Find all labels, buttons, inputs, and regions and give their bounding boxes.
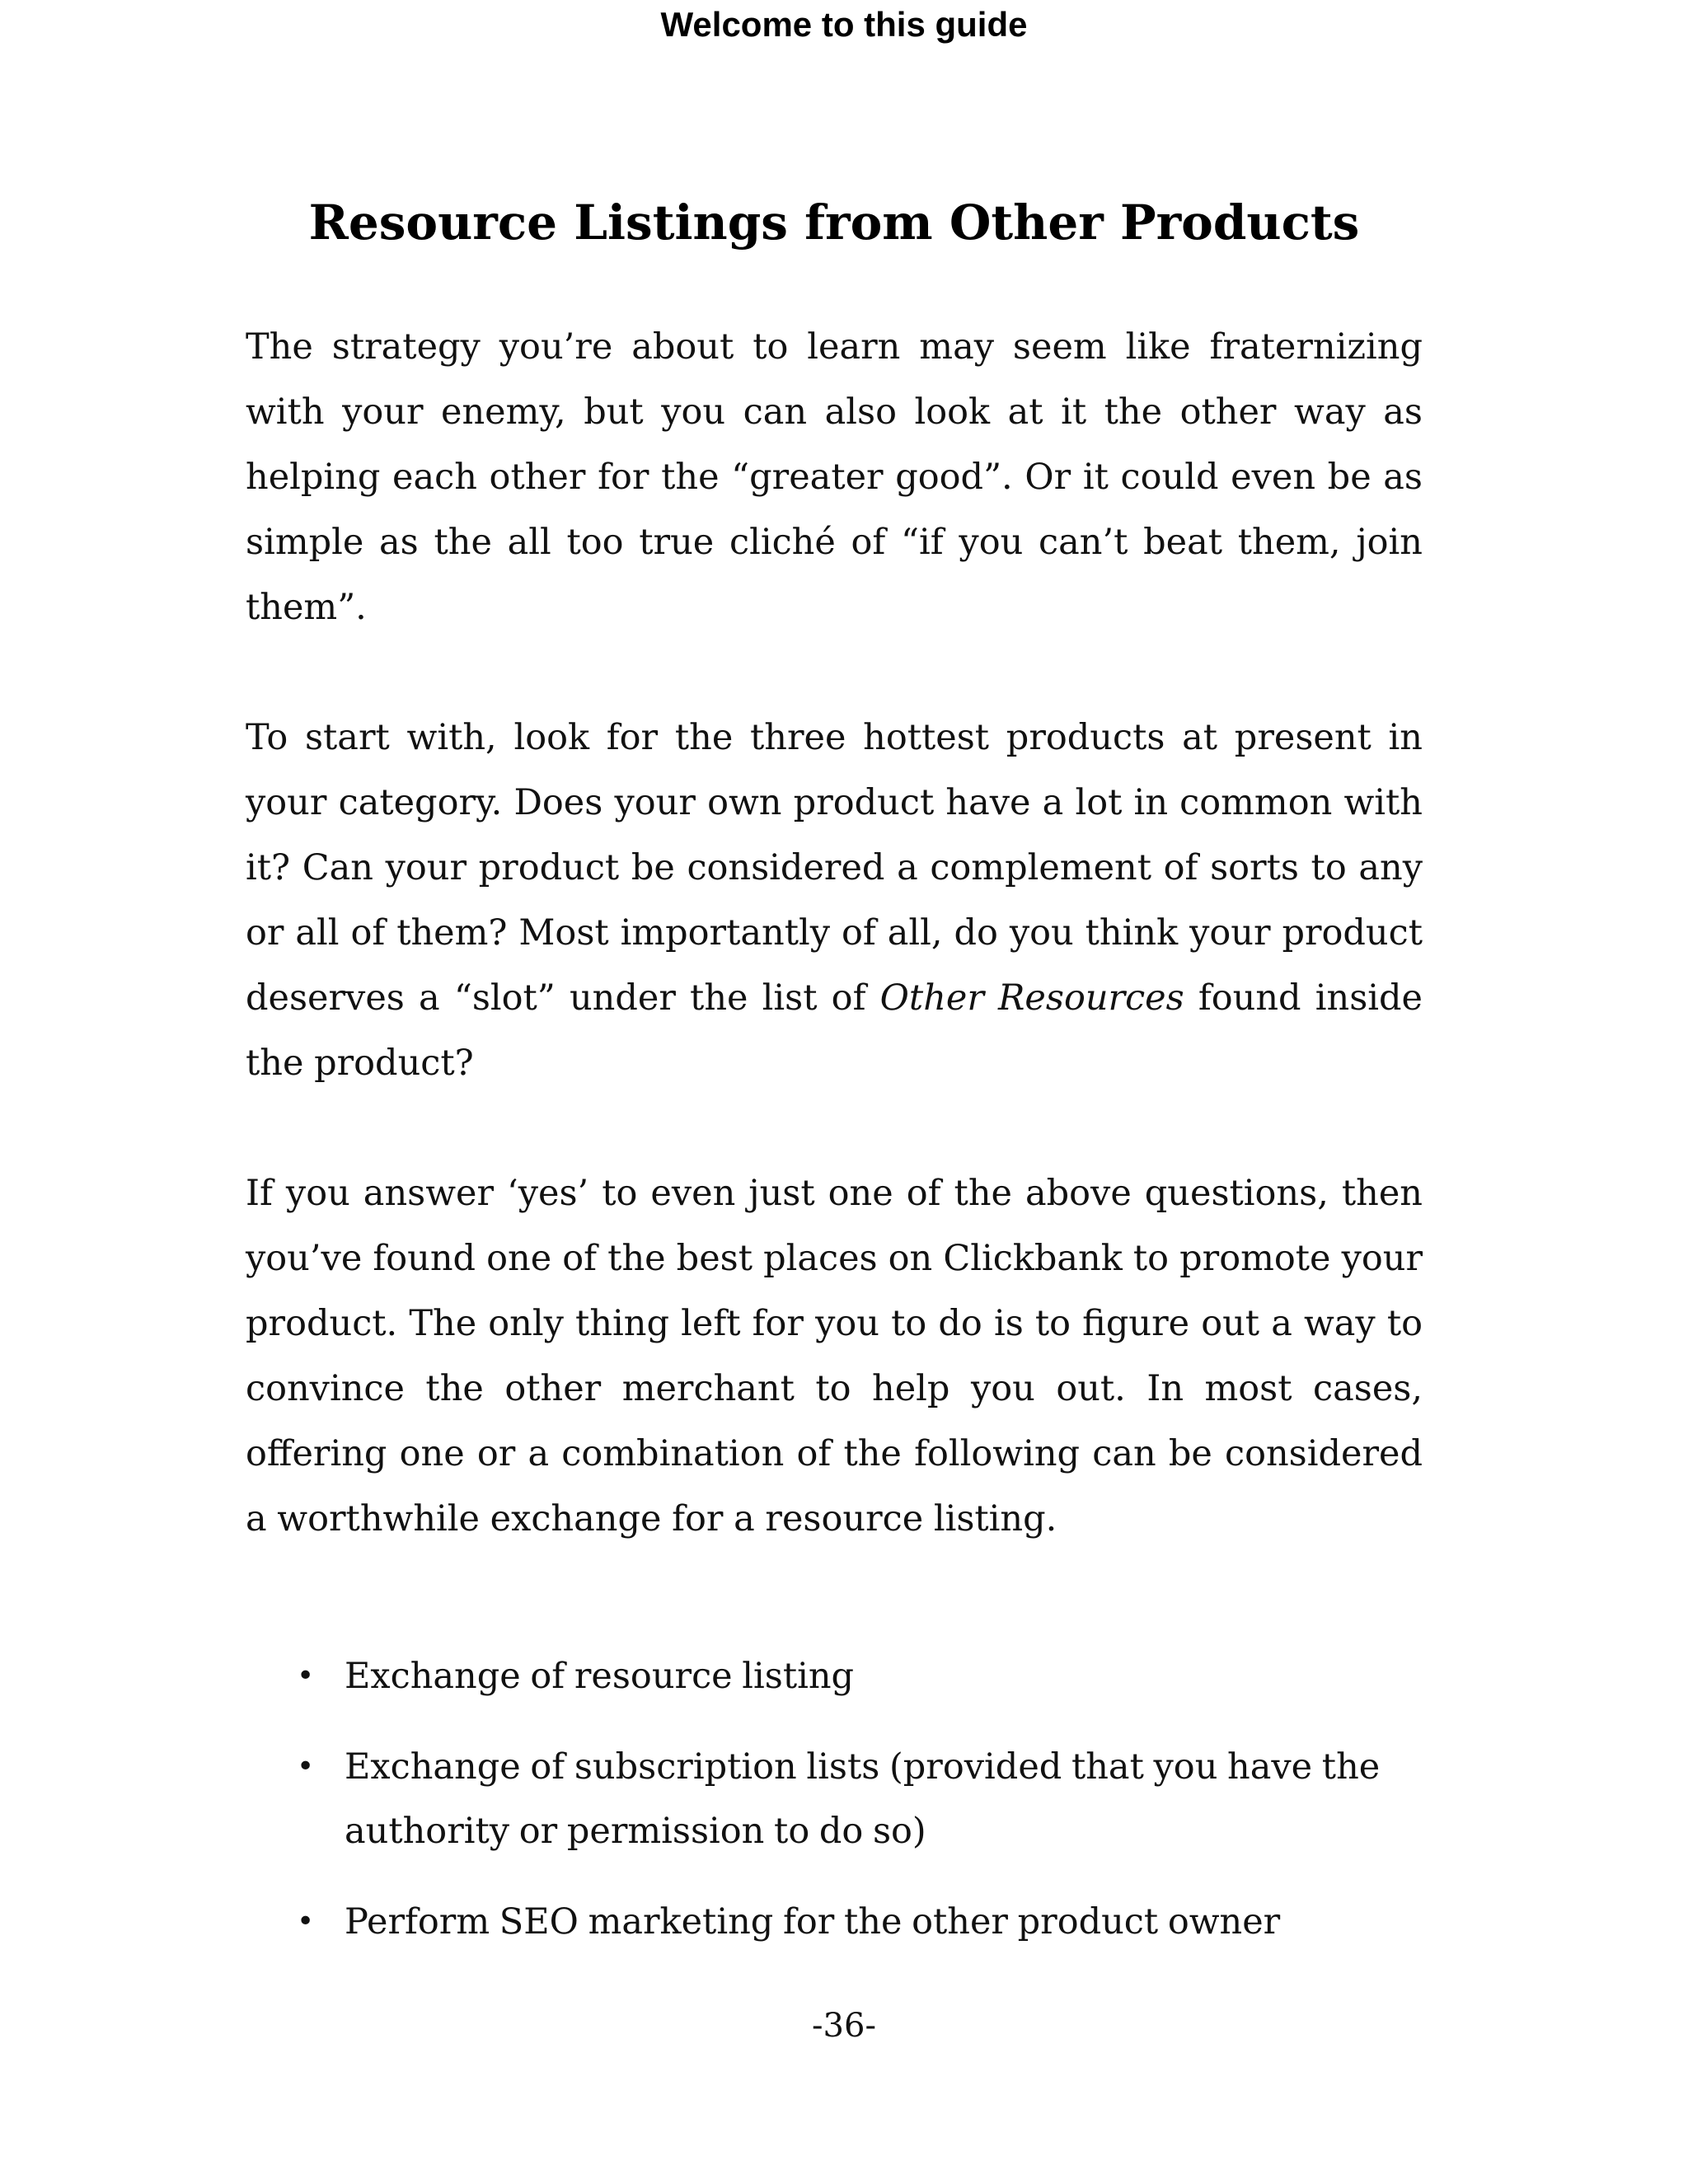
page-number: -36- [812,2007,876,2045]
other-resources-emphasis: Other Resources [879,977,1184,1019]
bullet-icon: • [297,1905,315,1938]
list-item [297,1735,1423,1863]
list-item [297,1644,1423,1708]
page-content [246,190,1423,1980]
list-item-text: Exchange of resource listing [345,1656,855,1697]
list-item-text: Perform SEO marketing for the other product owner [345,1901,1281,1943]
paragraph-2-text-end: found inside the product? [246,977,1423,1084]
bullet-icon: • [297,1750,315,1783]
running-header: Welcome to this guide [660,5,1028,44]
exchange-options-list [246,1644,1423,1954]
list-item [297,1890,1423,1954]
body-paragraph-2 [246,705,1423,1096]
bullet-icon: • [297,1659,315,1693]
list-item-text: Exchange of subscription lists (provided that you have the authority or permission to do so) [345,1746,1381,1852]
body-paragraph-1: The strategy you’re about to learn may seem like fraternizing with your enemy, but you can also look at it the other way as helping each other for the “greater good”. Or it could even be as simple as the all too true cliché of “if you can’t beat them, join them”. [246,326,1423,628]
body-paragraph-3: If you answer ‘yes’ to even just one of the above questions, then you’ve found one of the best places on Clickbank to promote your product. The only thing left for you to do is to figure out a way to convince the other merchant to help you out. In most cases, offering one or a combination of the following can be considered a worthwhile exchange for a resource listing. [246,1173,1423,1540]
chapter-title: Resource Listings from Other Products [308,194,1360,251]
paragraph-2-text-start: To start with, look for the three hottest products at present in your category. Does your own product have a lot in common with it? Can your product be considered a complement of sorts to any or all of them? Most importantly of all, do you think your product deserves a “slot” under the list of [246,717,1423,1019]
